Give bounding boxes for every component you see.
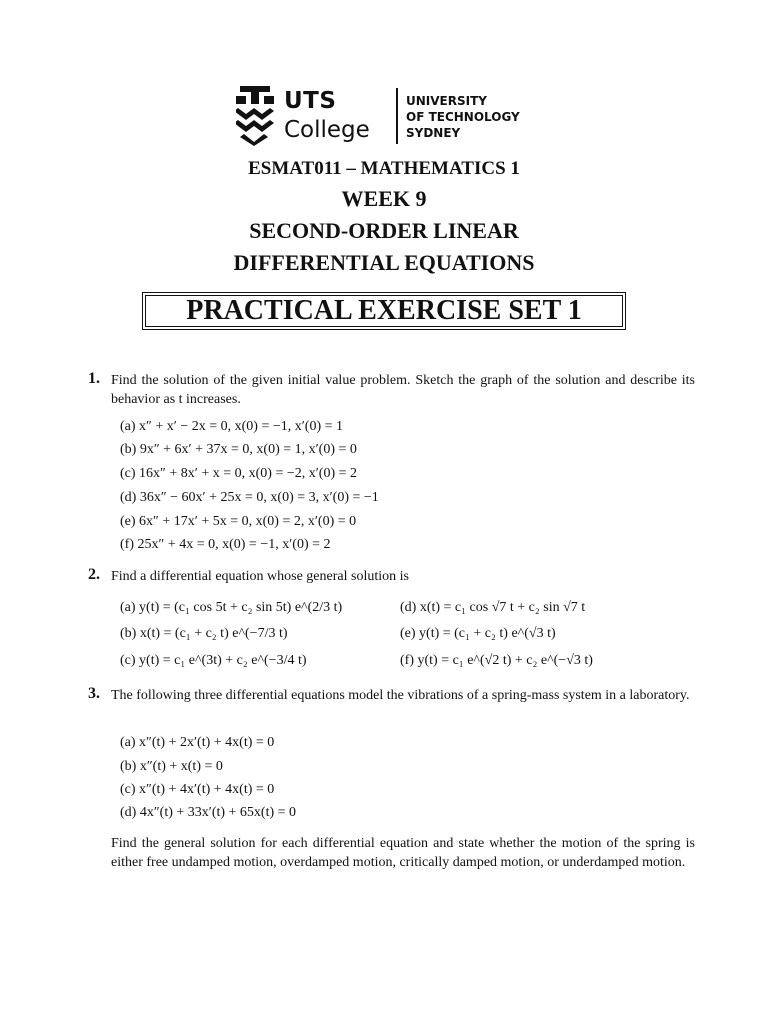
question-item: (d) 36x″ − 60x′ + 25x = 0, x(0) = 3, x′(0) = −1 [120, 490, 379, 505]
week-heading: WEEK 9 [341, 186, 427, 211]
question-item: (a) x″(t) + 2x′(t) + 4x(t) = 0 [120, 735, 275, 750]
title-box [142, 292, 626, 330]
question-item: (d) x(t) = c₁ cos √7 t + c₂ sin √7 t [400, 600, 586, 615]
topic-heading-line2: DIFFERENTIAL EQUATIONS [233, 250, 535, 275]
page-title: PRACTICAL EXERCISE SET 1 [145, 295, 623, 327]
question-item: (f) y(t) = c₁ e^(√2 t) + c₂ e^(−√3 t) [400, 653, 593, 668]
question-text: The following three differential equations model the vibrations of a spring-mass system in a laboratory. [111, 688, 690, 703]
question-item: (b) x(t) = (c₁ + c₂ t) e^(−7/3 t) [120, 626, 288, 641]
question-item: (f) 25x″ + 4x = 0, x(0) = −1, x′(0) = 2 [120, 537, 331, 552]
course-code-heading: ESMAT011 – MATHEMATICS 1 [248, 158, 520, 179]
question-footer-text: Find the general solution for each differential equation and state whether the motion of the spring is either free undamped motion, overdamped motion, critically damped motion, or underdamped motion. [111, 836, 695, 870]
question-item: (c) 16x″ + 8x′ + x = 0, x(0) = −2, x′(0) = 2 [120, 466, 358, 481]
question-item: (c) x″(t) + 4x′(t) + 4x(t) = 0 [120, 782, 275, 797]
question-item: (e) 6x″ + 17x′ + 5x = 0, x(0) = 2, x′(0) = 0 [120, 514, 357, 529]
uts-logo-mark-icon [236, 86, 276, 146]
question-item: (a) y(t) = (c₁ cos 5t + c₂ sin 5t) e^(2/3 t) [120, 600, 343, 615]
question-item: (b) 9x″ + 6x′ + 37x = 0, x(0) = 1, x′(0) = 0 [120, 442, 357, 457]
topic-heading-line1: SECOND-ORDER LINEAR [249, 218, 519, 243]
logo-university-line: SYDNEY [406, 126, 461, 140]
logo-divider [396, 88, 398, 144]
question-number: 3. [88, 685, 100, 702]
question-number: 1. [88, 370, 100, 387]
logo-college-text: College [284, 117, 370, 143]
uts-college-logo [236, 86, 536, 148]
question-text: Find a differential equation whose general solution is [111, 569, 409, 584]
question-item: (c) y(t) = c₁ e^(3t) + c₂ e^(−3/4 t) [120, 653, 307, 668]
question-item: (b) x″(t) + x(t) = 0 [120, 759, 223, 774]
question-number: 2. [88, 566, 100, 583]
logo-university-text [406, 93, 520, 141]
question-text: Find the solution of the given initial value problem. Sketch the graph of the solution and describe its behavior as t increases. [111, 373, 695, 407]
logo-university-line: UNIVERSITY [406, 94, 487, 108]
logo-university-line: OF TECHNOLOGY [406, 110, 520, 124]
question-item: (d) 4x″(t) + 33x′(t) + 65x(t) = 0 [120, 805, 297, 820]
logo-uts-text: UTS [284, 88, 337, 114]
question-item: (e) y(t) = (c₁ + c₂ t) e^(√3 t) [400, 626, 556, 641]
question-item: (a) x″ + x′ − 2x = 0, x(0) = −1, x′(0) = 1 [120, 419, 344, 434]
